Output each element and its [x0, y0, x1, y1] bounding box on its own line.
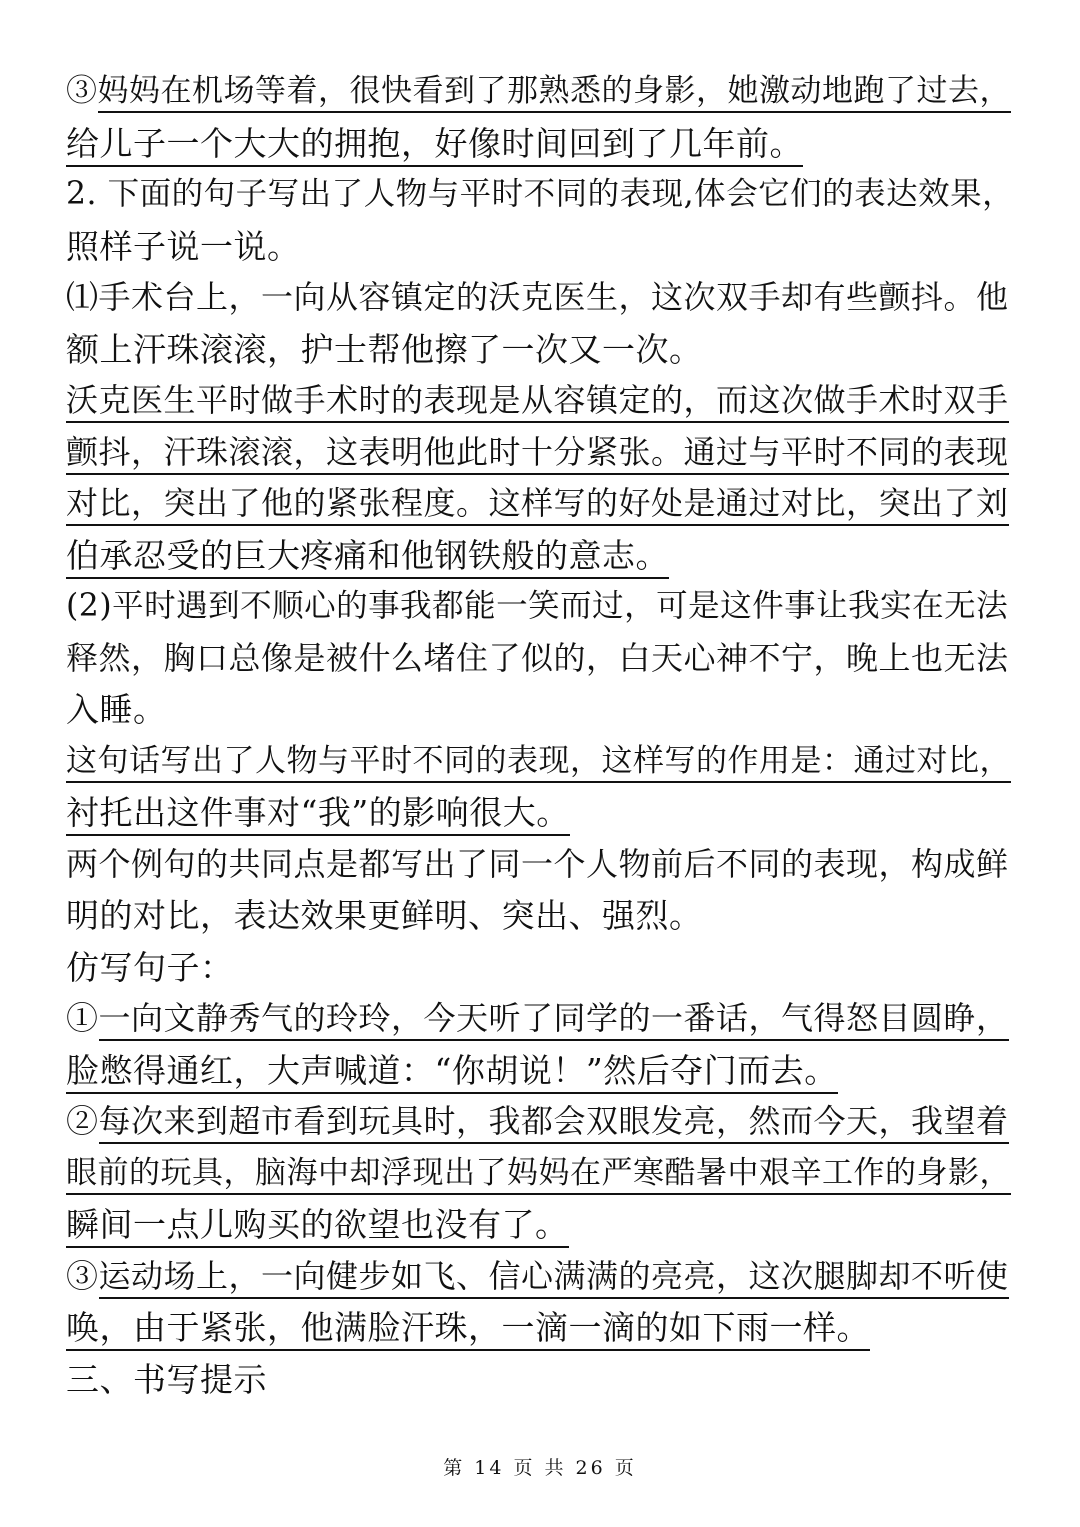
question-text: 照样子说一说。: [66, 226, 301, 266]
answer-2-line-1: [66, 736, 1016, 788]
example-text: 入睡。: [66, 690, 167, 729]
imitation-2-line-1: [66, 1096, 1016, 1148]
question-2-title: [66, 169, 1016, 221]
example-1-line-2: [66, 324, 1016, 376]
section-3-heading: [66, 1354, 1016, 1406]
answer-1-line-4: [66, 530, 1016, 582]
summary-text: 明的对比，表达效果更鲜明、突出、强烈。: [66, 896, 703, 935]
summary-text: 两个例句的共同点是都写出了同一个人物前后不同的表现，构成鲜: [66, 844, 1009, 883]
answer-1-line-2: [66, 427, 1016, 479]
question-text: 2. 下面的句子写出了人物与平时不同的表现,体会它们的表达效果，: [66, 176, 1015, 212]
underlined-answer: 每次来到超市看到玩具时，我都会双眼发亮，然而今天，我望着: [99, 1102, 1009, 1144]
underlined-answer: 对比，突出了他的紧张程度。这样写的好处是通过对比，突出了刘: [66, 484, 1009, 526]
summary-line-2: [66, 890, 1016, 942]
underlined-answer: 眼前的玩具，脑海中却浮现出了妈妈在严寒酷暑中艰辛工作的身影，: [66, 1155, 1011, 1195]
list-marker: ③: [66, 73, 98, 109]
answer-1-line-1: [66, 375, 1016, 427]
underlined-answer: 伯承忍受的巨大疼痛和他钢铁般的意志。: [66, 536, 669, 579]
underlined-answer: 衬托出这件事对“我”的影响很大。: [66, 793, 570, 836]
underlined-answer: 妈妈在机场等着，很快看到了那熟悉的身影，她激动地跑了过去，: [98, 73, 1012, 113]
example-2-line-3: [66, 684, 1016, 736]
list-marker: ②: [66, 1102, 99, 1140]
example-text: 额上汗珠滚滚，护士帮他擦了一次又一次。: [66, 329, 703, 369]
answer-1-line-3: [66, 478, 1016, 530]
imitation-2-line-2: [66, 1148, 1016, 1200]
imitation-1-line-1: [66, 993, 1016, 1045]
imitation-1-line-2: [66, 1045, 1016, 1097]
example-text: ⑴手术台上，一向从容镇定的沃克医生，这次双手却有些颤抖。他: [66, 278, 1009, 316]
example-1-line-1: [66, 272, 1016, 324]
answer-line-3-2: [66, 118, 1016, 170]
imitation-heading: [66, 942, 1016, 994]
imitation-3-line-1: [66, 1251, 1016, 1303]
example-text: (2)平时遇到不顺心的事我都能一笑而过，可是这件事让我实在无法: [66, 588, 1009, 624]
example-text: 释然，胸口总像是被什么堵住了似的，白天心神不宁，晚上也无法: [66, 638, 1009, 677]
list-marker: ③: [66, 1256, 99, 1295]
imitation-3-line-2: [66, 1302, 1016, 1354]
imitation-title: 仿写句子：: [66, 947, 234, 987]
underlined-answer: 颤抖，汗珠滚滚，这表明他此时十分紧张。通过与平时不同的表现: [66, 433, 1009, 475]
answer-line-3-1: [66, 66, 1016, 118]
section-title: 三、书写提示: [66, 1359, 267, 1399]
underlined-answer: 唤，由于紧张，他满脸汗珠，一滴一滴的如下雨一样。: [66, 1308, 870, 1351]
answer-2-line-2: [66, 787, 1016, 839]
list-marker: ①: [66, 999, 99, 1037]
question-2-title-cont: [66, 221, 1016, 273]
underlined-answer: 运动场上，一向健步如飞、信心满满的亮亮，这次腿脚却不听使: [99, 1257, 1009, 1299]
example-2-line-1: [66, 581, 1016, 633]
example-2-line-2: [66, 633, 1016, 685]
underlined-answer: 这句话写出了人物与平时不同的表现，这样写的作用是：通过对比，: [66, 743, 1011, 783]
page-footer: 第 14 页 共 26 页: [443, 1457, 637, 1479]
underlined-answer: 脸憋得通红，大声喊道：“你胡说！”然后夺门而去。: [66, 1051, 838, 1094]
underlined-answer: 沃克医生平时做手术时的表现是从容镇定的，而这次做手术时双手: [66, 381, 1009, 423]
summary-line-1: [66, 839, 1016, 891]
underlined-answer: 一向文静秀气的玲玲，今天听了同学的一番话，气得怒目圆睁，: [99, 999, 1009, 1041]
imitation-2-line-3: [66, 1199, 1016, 1251]
document-body: [66, 66, 1016, 1405]
underlined-answer: 给儿子一个大大的拥抱，好像时间回到了几年前。: [66, 124, 803, 167]
underlined-answer: 瞬间一点儿购买的欲望也没有了。: [66, 1205, 569, 1248]
